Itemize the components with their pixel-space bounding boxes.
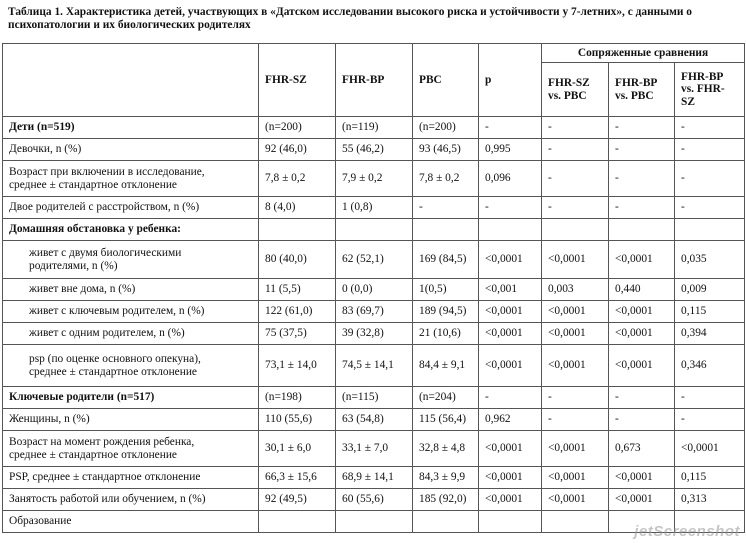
watermark: jetScreenshot — [634, 523, 740, 540]
table-cell: <0,0001 — [609, 241, 675, 279]
table-row — [3, 431, 745, 467]
table-row — [3, 219, 745, 241]
header-comparison-3: FHR-BP vs. FHR-SZ — [675, 63, 745, 117]
table-cell: (n=204) — [413, 387, 479, 409]
table-row — [3, 301, 745, 323]
table-cell: 0,440 — [609, 279, 675, 301]
table-cell: - — [675, 387, 745, 409]
table-cell — [259, 219, 336, 241]
table-cell: - — [675, 161, 745, 197]
table-cell: - — [542, 197, 609, 219]
table-cell: 0,115 — [675, 301, 745, 323]
table-cell: 84,4 ± 9,1 — [413, 345, 479, 387]
header-empty-cell — [3, 44, 259, 117]
row-label: живет с одним родителем, n (%) — [3, 323, 259, 345]
row-label: живет с ключевым родителем, n (%) — [3, 301, 259, 323]
table-cell: 75 (37,5) — [259, 323, 336, 345]
table-cell: - — [675, 197, 745, 219]
table-cell: <0,0001 — [479, 345, 542, 387]
table-cell: 84,3 ± 9,9 — [413, 467, 479, 489]
table-caption: Таблица 1. Характеристика детей, участвующих в «Датском исследовании высокого риска и устойчивости у 7-летних», с данными о психопатологии и их биологических родителях — [8, 6, 692, 31]
table-cell: <0,0001 — [609, 467, 675, 489]
table-cell: (n=198) — [259, 387, 336, 409]
table-cell: 7,8 ± 0,2 — [413, 161, 479, 197]
table-cell: 0,096 — [479, 161, 542, 197]
table-cell: <0,0001 — [479, 431, 542, 467]
table-cell: <0,0001 — [479, 241, 542, 279]
table-cell: 0,394 — [675, 323, 745, 345]
table-cell: (n=200) — [259, 117, 336, 139]
table-cell: - — [675, 117, 745, 139]
row-label: Занятость работой или обучением, n (%) — [3, 489, 259, 511]
header-fhr-sz: FHR-SZ — [259, 44, 336, 117]
table-cell: <0,0001 — [479, 323, 542, 345]
row-label: Возраст на момент рождения ребенка, среднее ± стандартное отклонение — [3, 431, 259, 467]
table-cell: - — [542, 117, 609, 139]
table-cell: 73,1 ± 14,0 — [259, 345, 336, 387]
header-comparison-1: FHR-SZ vs. PBC — [542, 63, 609, 117]
table-cell: 11 (5,5) — [259, 279, 336, 301]
header-fhr-bp: FHR-BP — [336, 44, 413, 117]
table-row — [3, 161, 745, 197]
table-cell: <0,0001 — [542, 345, 609, 387]
table-cell: 0 (0,0) — [336, 279, 413, 301]
table-cell: 62 (52,1) — [336, 241, 413, 279]
table-cell: <0,0001 — [542, 323, 609, 345]
table-cell: - — [479, 197, 542, 219]
table-cell — [413, 511, 479, 533]
table-cell: <0,0001 — [609, 345, 675, 387]
table-cell: - — [479, 117, 542, 139]
table-cell: 0,995 — [479, 139, 542, 161]
table-cell: - — [413, 197, 479, 219]
header-comparison-2: FHR-BP vs. PBC — [609, 63, 675, 117]
table-row — [3, 279, 745, 301]
table-cell: 92 (49,5) — [259, 489, 336, 511]
table-row — [3, 387, 745, 409]
table-cell: 0,313 — [675, 489, 745, 511]
table-cell: - — [675, 409, 745, 431]
table-cell — [675, 511, 745, 533]
table-row — [3, 139, 745, 161]
table-cell: <0,0001 — [542, 489, 609, 511]
row-label: Ключевые родители (n=517) — [3, 387, 259, 409]
table-cell: 7,8 ± 0,2 — [259, 161, 336, 197]
table-cell — [259, 511, 336, 533]
table-cell: 74,5 ± 14,1 — [336, 345, 413, 387]
row-label: Двое родителей с расстройством, n (%) — [3, 197, 259, 219]
table-cell — [675, 219, 745, 241]
table-cell: - — [609, 139, 675, 161]
table-cell: - — [609, 161, 675, 197]
table-cell: (n=119) — [336, 117, 413, 139]
table-row — [3, 489, 745, 511]
table-cell: <0,0001 — [675, 431, 745, 467]
header-paired-comparisons: Сопряженные сравнения — [542, 44, 745, 63]
table-cell: 55 (46,2) — [336, 139, 413, 161]
table-cell: 0,673 — [609, 431, 675, 467]
table-cell: 1 (0,8) — [336, 197, 413, 219]
table-cell: 115 (56,4) — [413, 409, 479, 431]
table-row — [3, 241, 745, 279]
table-cell: 0,035 — [675, 241, 745, 279]
table-cell: 68,9 ± 14,1 — [336, 467, 413, 489]
table-row — [3, 197, 745, 219]
table-cell: <0,0001 — [542, 467, 609, 489]
row-label: Женщины, n (%) — [3, 409, 259, 431]
table-cell: 21 (10,6) — [413, 323, 479, 345]
row-label: Домашняя обстановка у ребенка: — [3, 219, 259, 241]
characteristics-table — [2, 43, 745, 533]
table-cell: - — [609, 387, 675, 409]
table-cell: 169 (84,5) — [413, 241, 479, 279]
table-cell: 66,3 ± 15,6 — [259, 467, 336, 489]
table-cell: 0,115 — [675, 467, 745, 489]
table-cell: - — [675, 139, 745, 161]
table-cell: <0,0001 — [479, 301, 542, 323]
table-cell: 32,8 ± 4,8 — [413, 431, 479, 467]
table-cell: 63 (54,8) — [336, 409, 413, 431]
row-label: Дети (n=519) — [3, 117, 259, 139]
table-cell: 30,1 ± 6,0 — [259, 431, 336, 467]
table-cell: <0,0001 — [542, 301, 609, 323]
table-cell: <0,0001 — [479, 489, 542, 511]
header-pbc: PBC — [413, 44, 479, 117]
table-cell: 0,009 — [675, 279, 745, 301]
row-label: живет вне дома, n (%) — [3, 279, 259, 301]
table-cell: 0,346 — [675, 345, 745, 387]
table-cell — [336, 511, 413, 533]
table-cell: 189 (94,5) — [413, 301, 479, 323]
row-label: Девочки, n (%) — [3, 139, 259, 161]
table-cell: - — [479, 387, 542, 409]
table-cell — [413, 219, 479, 241]
table-cell — [479, 511, 542, 533]
table-row — [3, 117, 745, 139]
table-cell: 0,003 — [542, 279, 609, 301]
row-label: psp (по оценке основного опекуна), среднее ± стандартное отклонение — [3, 345, 259, 387]
row-label: живет с двумя биологическими родителями, n (%) — [3, 241, 259, 279]
table-cell — [542, 511, 609, 533]
table-cell: - — [542, 409, 609, 431]
table-cell: 0,962 — [479, 409, 542, 431]
table-cell: 122 (61,0) — [259, 301, 336, 323]
table-cell: 93 (46,5) — [413, 139, 479, 161]
header-p: p — [479, 44, 542, 117]
row-label: Образование — [3, 511, 259, 533]
table-cell: 110 (55,6) — [259, 409, 336, 431]
table-cell: <0,0001 — [609, 323, 675, 345]
table-cell: 83 (69,7) — [336, 301, 413, 323]
table-row — [3, 345, 745, 387]
table-cell: 33,1 ± 7,0 — [336, 431, 413, 467]
table-cell: 1(0,5) — [413, 279, 479, 301]
table-cell — [336, 219, 413, 241]
table-cell: 8 (4,0) — [259, 197, 336, 219]
table-cell: - — [542, 139, 609, 161]
table-cell: 92 (46,0) — [259, 139, 336, 161]
table-cell: - — [609, 197, 675, 219]
table-cell — [479, 219, 542, 241]
row-label: Возраст при включении в исследование, среднее ± стандартное отклонение — [3, 161, 259, 197]
table-row — [3, 467, 745, 489]
table-cell: 185 (92,0) — [413, 489, 479, 511]
table-cell: - — [609, 409, 675, 431]
table-row — [3, 409, 745, 431]
row-label: PSP, среднее ± стандартное отклонение — [3, 467, 259, 489]
table-row — [3, 511, 745, 533]
table-cell: <0,0001 — [609, 301, 675, 323]
table-cell: 39 (32,8) — [336, 323, 413, 345]
table-row — [3, 323, 745, 345]
table-cell: <0,001 — [479, 279, 542, 301]
table-cell: 60 (55,6) — [336, 489, 413, 511]
table-cell: - — [542, 387, 609, 409]
table-cell — [609, 511, 675, 533]
table-cell — [609, 219, 675, 241]
table-cell: <0,0001 — [542, 431, 609, 467]
table-cell: 7,9 ± 0,2 — [336, 161, 413, 197]
table-cell — [542, 219, 609, 241]
table-cell: <0,0001 — [542, 241, 609, 279]
table-cell: - — [609, 117, 675, 139]
table-cell: 80 (40,0) — [259, 241, 336, 279]
table-cell: <0,0001 — [609, 489, 675, 511]
table-cell: (n=115) — [336, 387, 413, 409]
table-cell: (n=200) — [413, 117, 479, 139]
table-cell: <0,0001 — [479, 467, 542, 489]
table-cell: - — [542, 161, 609, 197]
